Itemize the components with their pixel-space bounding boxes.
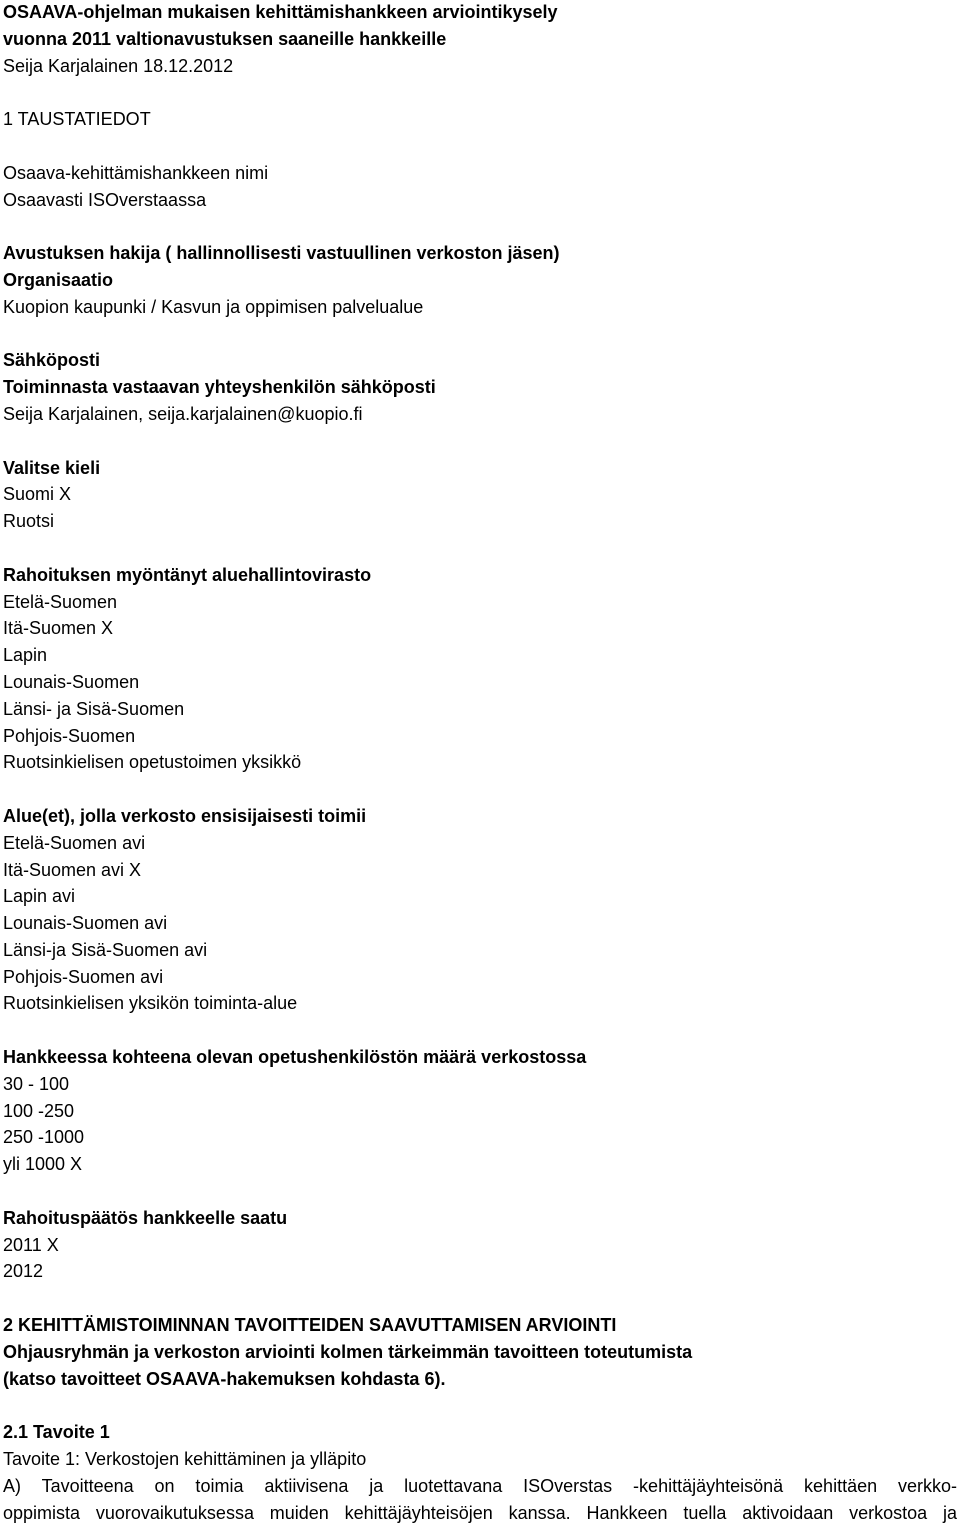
funding-agency-option: Lapin xyxy=(3,645,48,666)
language-option: Ruotsi xyxy=(3,511,55,532)
document xyxy=(3,0,957,1526)
area-option: Etelä-Suomen avi xyxy=(3,832,146,853)
section2-heading: 2 KEHITTÄMISTOIMINNAN TAVOITTEIDEN SAAVUTTAMISEN ARVIOINTI xyxy=(3,1315,617,1336)
area-label: Alue(et), jolla verkosto ensisijaisesti toimii xyxy=(3,805,367,826)
funding-agency-label: Rahoituksen myöntänyt aluehallintovirasto xyxy=(3,564,372,585)
decision-option: 2012 xyxy=(3,1261,44,1282)
organisation-value: Kuopion kaupunki / Kasvun ja oppimisen palvelualue xyxy=(3,296,424,317)
spacer xyxy=(3,1178,957,1205)
spacer xyxy=(3,1017,957,1044)
goal-title: Tavoite 1: Verkostojen kehittäminen ja ylläpito xyxy=(3,1449,367,1470)
spacer xyxy=(3,428,957,455)
author-date: Seija Karjalainen 18.12.2012 xyxy=(3,55,234,76)
section1-heading: 1 TAUSTATIEDOT xyxy=(3,109,151,130)
staff-count-option: 30 - 100 xyxy=(3,1073,70,1094)
spacer xyxy=(3,321,957,348)
project-name-label: Osaava-kehittämishankkeen nimi xyxy=(3,162,269,183)
area-option: Lapin avi xyxy=(3,886,76,907)
spacer xyxy=(3,776,957,803)
staff-count-option: 100 -250 xyxy=(3,1100,75,1121)
area-option: Ruotsinkielisen yksikön toiminta-alue xyxy=(3,993,298,1014)
staff-count-label: Hankkeessa kohteena olevan opetushenkilöstön määrä verkostossa xyxy=(3,1047,587,1068)
staff-count-option: 250 -1000 xyxy=(3,1127,85,1148)
funding-agency-option: Itä-Suomen X xyxy=(3,618,114,639)
area-option: Pohjois-Suomen avi xyxy=(3,966,164,987)
spacer xyxy=(3,133,957,160)
funding-agency-option: Länsi- ja Sisä-Suomen xyxy=(3,698,185,719)
spacer xyxy=(3,535,957,562)
decision-option: 2011 X xyxy=(3,1234,59,1255)
organisation-label: Organisaatio xyxy=(3,269,114,290)
funding-agency-option: Ruotsinkielisen opetustoimen yksikkö xyxy=(3,752,302,773)
goal-text-line1: A) Tavoitteena on toimia aktiivisena ja luotettavana ISOverstas -kehittäjäyhteisönä kehittäen verkko- xyxy=(3,1475,957,1496)
area-option: Lounais-Suomen avi xyxy=(3,913,168,934)
section2-intro-line1: Ohjausryhmän ja verkoston arviointi kolmen tärkeimmän tavoitteen toteutumista xyxy=(3,1341,693,1362)
language-option: Suomi X xyxy=(3,484,72,505)
goal-heading: 2.1 Tavoite 1 xyxy=(3,1422,110,1443)
spacer xyxy=(3,213,957,240)
document-title-line2: vuonna 2011 valtionavustuksen saaneille hankkeille xyxy=(3,28,447,49)
goal-text-line2: oppimista vuorovaikutuksessa muiden kehittäjäyhteisöjen kanssa. Hankkeen tuella aktivoidaan verkostoa ja xyxy=(3,1502,957,1523)
area-option: Itä-Suomen avi X xyxy=(3,859,142,880)
project-name-value: Osaavasti ISOverstaassa xyxy=(3,189,207,210)
contact-value: Seija Karjalainen, seija.karjalainen@kuopio.fi xyxy=(3,403,363,424)
funding-agency-option: Pohjois-Suomen xyxy=(3,725,136,746)
funding-agency-option: Etelä-Suomen xyxy=(3,591,118,612)
email-label: Sähköposti xyxy=(3,350,101,371)
funding-agency-option: Lounais-Suomen xyxy=(3,671,140,692)
staff-count-option: yli 1000 X xyxy=(3,1154,83,1175)
spacer xyxy=(3,1285,957,1312)
spacer xyxy=(3,1392,957,1419)
decision-label: Rahoituspäätös hankkeelle saatu xyxy=(3,1207,288,1228)
applicant-label: Avustuksen hakija ( hallinnollisesti vastuullinen verkoston jäsen) xyxy=(3,243,560,264)
contact-label: Toiminnasta vastaavan yhteyshenkilön sähköposti xyxy=(3,377,436,398)
spacer xyxy=(3,79,957,106)
document-title-line1: OSAAVA-ohjelman mukaisen kehittämishankkeen arviointikysely xyxy=(3,2,558,22)
area-option: Länsi-ja Sisä-Suomen avi xyxy=(3,939,208,960)
section2-intro-line2: (katso tavoitteet OSAAVA-hakemuksen kohdasta 6). xyxy=(3,1368,446,1389)
language-label: Valitse kieli xyxy=(3,457,101,478)
